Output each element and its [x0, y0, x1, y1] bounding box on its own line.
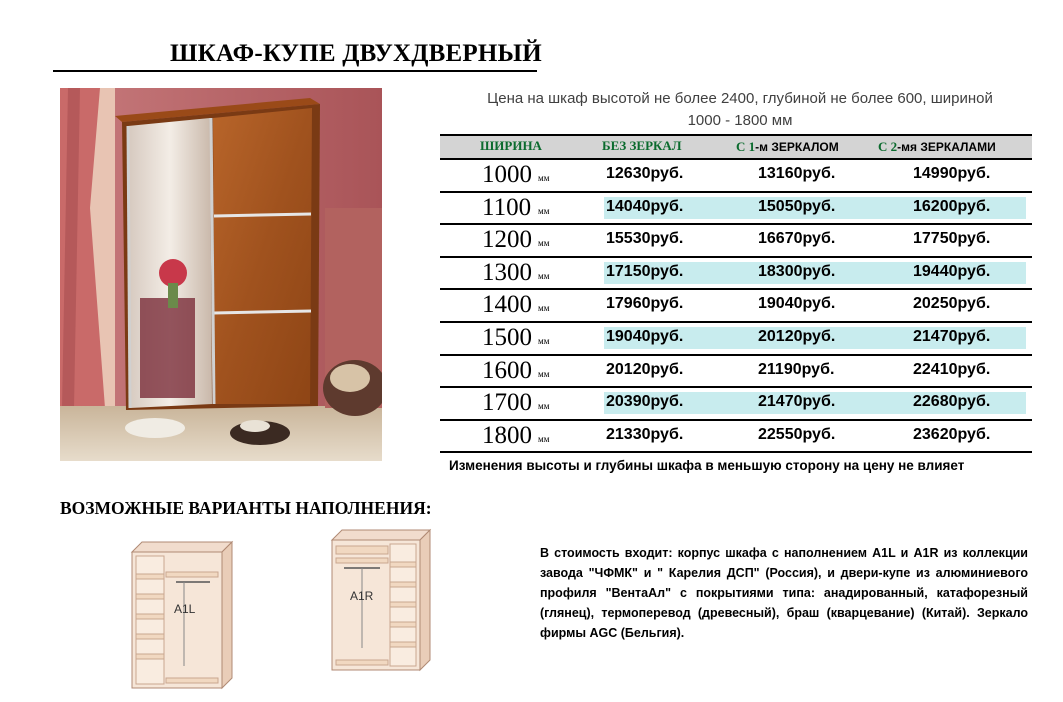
price-note-line1: Цена на шкаф высотой не более 2400, глубиной не более 600, шириной — [487, 90, 993, 107]
cell-price-no-mirror: 14040руб. — [606, 197, 684, 215]
price-note — [440, 88, 1040, 132]
cell-price-one-mirror: 21470руб. — [758, 393, 836, 411]
cabinet-a1l-diagram — [128, 538, 240, 695]
cell-price-two-mirrors: 21470руб. — [913, 327, 991, 345]
variants-title: ВОЗМОЖНЫЕ ВАРИАНТЫ НАПОЛНЕНИЯ: — [60, 498, 432, 518]
cell-price-one-mirror: 16670руб. — [758, 230, 836, 248]
page-title: ШКАФ-КУПЕ ДВУХДВЕРНЫЙ — [170, 40, 542, 67]
cell-width: 1400 — [482, 291, 532, 319]
cell-unit: мм — [538, 433, 550, 444]
cell-width: 1600 — [482, 356, 532, 384]
table-row — [440, 356, 1032, 389]
cell-width: 1200 — [482, 226, 532, 254]
cell-price-no-mirror: 19040руб. — [606, 327, 684, 345]
table-header — [440, 134, 1032, 160]
cell-price-no-mirror: 15530руб. — [606, 230, 684, 248]
header-width: ШИРИНА — [480, 138, 542, 153]
cell-price-two-mirrors: 22680руб. — [913, 393, 991, 411]
cell-unit: мм — [538, 303, 550, 314]
cell-price-two-mirrors: 20250руб. — [913, 295, 991, 313]
header-one-mirror: С 1-м ЗЕРКАЛОМ — [736, 139, 839, 154]
price-note-line2: 1000 - 1800 мм — [687, 112, 793, 129]
cell-unit: мм — [538, 205, 550, 216]
title-underline — [53, 70, 537, 72]
cell-price-one-mirror: 19040руб. — [758, 295, 836, 313]
label-a1l: A1L — [174, 602, 196, 616]
cell-width: 1500 — [482, 323, 532, 351]
cell-price-no-mirror: 17960руб. — [606, 295, 684, 313]
table-row — [440, 258, 1032, 291]
cell-price-two-mirrors: 16200руб. — [913, 197, 991, 215]
cell-unit: мм — [538, 368, 550, 379]
table-row — [440, 160, 1032, 193]
cell-width: 1100 — [482, 193, 532, 221]
cell-unit: мм — [538, 173, 550, 183]
price-table — [440, 134, 1032, 453]
cell-unit: мм — [538, 335, 550, 346]
table-row — [440, 421, 1032, 454]
cell-price-no-mirror: 21330руб. — [606, 425, 684, 443]
cell-unit: мм — [538, 238, 550, 249]
cell-width: 1000 — [482, 161, 532, 188]
cell-price-two-mirrors: 17750руб. — [913, 230, 991, 248]
cell-price-two-mirrors: 14990руб. — [913, 165, 991, 182]
cell-width: 1700 — [482, 389, 532, 417]
header-no-mirror: БЕЗ ЗЕРКАЛ — [602, 138, 682, 153]
cell-price-one-mirror: 15050руб. — [758, 197, 836, 215]
cell-price-one-mirror: 13160руб. — [758, 165, 836, 182]
cell-price-no-mirror: 20390руб. — [606, 393, 684, 411]
wardrobe-photo — [60, 88, 382, 461]
cell-width: 1300 — [482, 258, 532, 286]
cell-width: 1800 — [482, 421, 532, 449]
table-row — [440, 225, 1032, 258]
header-two-mirrors: С 2-мя ЗЕРКАЛАМИ — [878, 139, 996, 154]
cell-price-two-mirrors: 19440руб. — [913, 262, 991, 280]
cabinet-a1r-diagram — [330, 528, 440, 681]
table-row — [440, 323, 1032, 356]
cell-price-one-mirror: 20120руб. — [758, 327, 836, 345]
cell-price-two-mirrors: 23620руб. — [913, 425, 991, 443]
height-note: Изменения высоты и глубины шкафа в меньшую сторону на цену не влияет — [449, 458, 965, 473]
table-row — [440, 193, 1032, 226]
cell-unit: мм — [538, 401, 550, 412]
cell-price-no-mirror: 17150руб. — [606, 262, 684, 280]
cell-unit: мм — [538, 270, 550, 281]
description: В стоимость входит: корпус шкафа с наполнением A1L и A1R из коллекции завода "ЧФМК" и " Карелия ДСП" (Россия), и двери-купе из алюминиевого профиля "ВентаАл" с покрытиями типа: анадированный, катафорезный (глянец), термоперевод (древесный), браш (кварцевание) (Китай). Зеркало фирмы AGC (Бельгия). — [540, 546, 1028, 640]
cell-price-no-mirror: 20120руб. — [606, 360, 684, 378]
table-body — [440, 160, 1032, 453]
cell-price-two-mirrors: 22410руб. — [913, 360, 991, 378]
cell-price-no-mirror: 12630руб. — [606, 165, 684, 182]
cell-price-one-mirror: 21190руб. — [758, 360, 835, 378]
cell-price-one-mirror: 22550руб. — [758, 425, 836, 443]
label-a1r: A1R — [350, 589, 374, 603]
cell-price-one-mirror: 18300руб. — [758, 262, 836, 280]
table-row — [440, 290, 1032, 323]
table-row — [440, 388, 1032, 421]
